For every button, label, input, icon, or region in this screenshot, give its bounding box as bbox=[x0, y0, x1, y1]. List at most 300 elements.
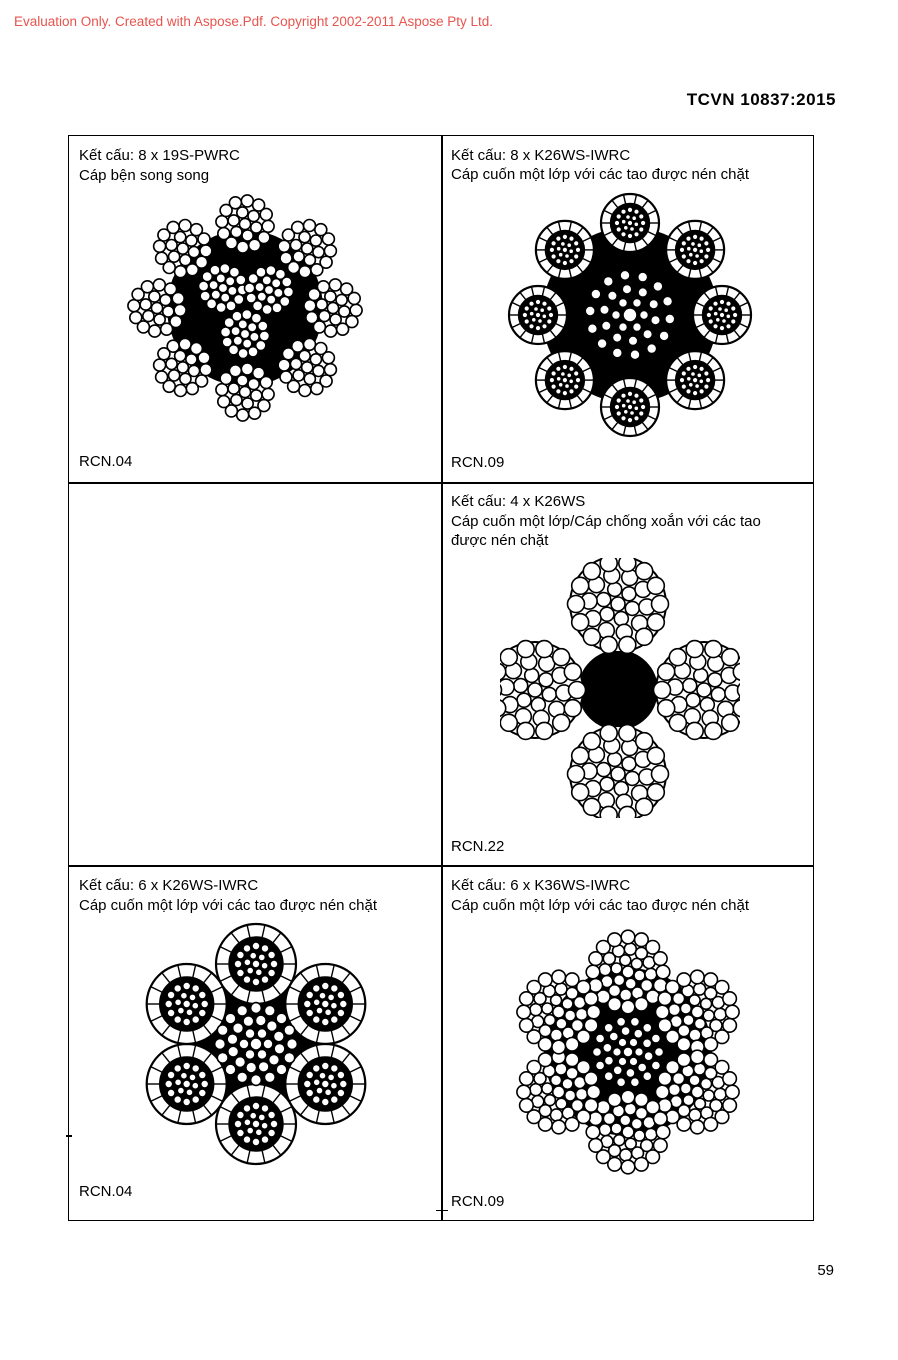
wire-mark bbox=[699, 249, 704, 254]
wire-mark bbox=[264, 1005, 275, 1016]
wire-mark bbox=[192, 1064, 200, 1072]
wire-mark bbox=[183, 1062, 191, 1070]
wire-mark bbox=[614, 404, 620, 410]
wire-mark bbox=[621, 1000, 635, 1014]
wire-mark bbox=[575, 247, 581, 253]
cell-3-description-line2: được nén chặt bbox=[451, 532, 549, 549]
wire-mark bbox=[608, 1093, 622, 1107]
wire-mark bbox=[154, 359, 166, 371]
wire-mark bbox=[198, 1071, 206, 1079]
wire-mark bbox=[328, 994, 335, 1001]
wire-mark bbox=[634, 1130, 645, 1141]
wire-mark bbox=[270, 1120, 278, 1128]
wire-mark bbox=[542, 301, 548, 307]
wire-mark bbox=[629, 410, 634, 415]
wire-mark bbox=[319, 992, 326, 999]
wire-mark bbox=[293, 370, 304, 381]
wire-mark bbox=[262, 220, 274, 232]
wire-mark bbox=[565, 1038, 579, 1052]
wire-mark bbox=[287, 1039, 298, 1050]
wire-mark bbox=[636, 563, 653, 580]
wire-mark bbox=[573, 241, 579, 247]
wire-mark bbox=[699, 379, 704, 384]
wire-mark bbox=[600, 607, 614, 621]
wire-mark bbox=[260, 208, 272, 220]
wire-mark bbox=[647, 577, 664, 594]
wire-mark bbox=[619, 298, 628, 307]
wire-mark bbox=[169, 370, 180, 381]
wire-mark bbox=[198, 1089, 206, 1097]
wire-mark bbox=[500, 714, 517, 731]
wire-mark bbox=[241, 195, 253, 207]
wire-mark bbox=[573, 384, 579, 390]
wire-mark bbox=[692, 390, 698, 396]
wire-mark bbox=[233, 1023, 244, 1034]
wire-mark bbox=[686, 366, 692, 372]
wire-mark bbox=[635, 1158, 649, 1172]
wire-mark bbox=[266, 266, 276, 276]
wire-mark bbox=[229, 365, 241, 377]
wire-mark bbox=[634, 393, 640, 399]
wire-mark bbox=[299, 385, 311, 397]
wire-mark bbox=[644, 1052, 653, 1061]
wire-mark bbox=[692, 364, 698, 370]
wire-mark bbox=[225, 1064, 236, 1075]
wire-mark bbox=[350, 304, 362, 316]
wire-mark bbox=[613, 1066, 622, 1075]
wire-mark bbox=[656, 1125, 670, 1139]
wire-mark bbox=[234, 960, 242, 968]
wire-mark bbox=[562, 260, 568, 266]
wire-mark bbox=[603, 276, 613, 286]
wire-mark bbox=[306, 1009, 314, 1017]
wire-mark bbox=[621, 403, 626, 408]
wire-mark bbox=[201, 1000, 209, 1008]
wire-mark bbox=[565, 1118, 579, 1132]
wire-mark bbox=[587, 324, 597, 334]
wire-mark bbox=[551, 254, 557, 260]
wire-mark bbox=[616, 227, 622, 233]
wire-mark bbox=[704, 384, 710, 390]
wire-mark bbox=[175, 999, 182, 1006]
wire-mark bbox=[149, 325, 161, 337]
wire-mark bbox=[218, 396, 230, 408]
wire-mark bbox=[321, 1018, 329, 1026]
wire-mark bbox=[632, 216, 637, 221]
wire-mark bbox=[540, 308, 545, 313]
wire-mark bbox=[258, 1061, 269, 1072]
wire-mark bbox=[596, 1034, 605, 1043]
wire-mark bbox=[658, 1099, 672, 1113]
wire-mark bbox=[316, 1007, 323, 1014]
wire-mark bbox=[514, 679, 528, 693]
wire-mark bbox=[627, 207, 633, 213]
wire-mark bbox=[714, 1088, 726, 1100]
wire-mark bbox=[621, 1090, 635, 1104]
wire-mark bbox=[627, 391, 633, 397]
wire-mark bbox=[312, 1064, 320, 1072]
wire-mark bbox=[316, 1087, 323, 1094]
wire-mark bbox=[324, 364, 336, 376]
wire-mark bbox=[569, 379, 574, 384]
wire-mark bbox=[630, 1017, 639, 1026]
wire-mark bbox=[629, 1057, 638, 1066]
wire-mark bbox=[243, 1104, 251, 1112]
wire-mark bbox=[589, 1139, 603, 1153]
wire-mark bbox=[174, 304, 186, 316]
wire-mark bbox=[186, 1089, 193, 1096]
wire-mark bbox=[597, 339, 607, 349]
wire-mark bbox=[177, 1087, 184, 1094]
wire-mark bbox=[640, 311, 649, 320]
wire-mark bbox=[252, 942, 260, 950]
wire-mark bbox=[565, 1010, 576, 1021]
wire-mark bbox=[608, 291, 618, 301]
wire-mark bbox=[572, 614, 589, 631]
wire-mark bbox=[620, 270, 630, 280]
wire-mark bbox=[330, 1064, 338, 1072]
wire-mark bbox=[141, 281, 153, 293]
wire-mark bbox=[220, 264, 230, 274]
wire-mark bbox=[623, 1047, 633, 1057]
wire-mark bbox=[713, 301, 719, 307]
wire-mark bbox=[192, 1016, 200, 1024]
wire-mark bbox=[175, 385, 187, 397]
wire-mark bbox=[247, 1127, 254, 1134]
wire-mark bbox=[686, 236, 692, 242]
wire-mark bbox=[174, 1016, 182, 1024]
core-mark bbox=[578, 650, 658, 730]
wire-mark bbox=[669, 714, 686, 731]
wire-mark bbox=[681, 241, 687, 247]
wire-mark bbox=[723, 1072, 737, 1086]
wire-mark bbox=[553, 649, 570, 666]
wire-mark bbox=[565, 1090, 576, 1101]
wire-mark bbox=[225, 1013, 236, 1024]
wire-mark bbox=[690, 371, 695, 376]
wire-mark bbox=[659, 331, 669, 341]
wire-mark bbox=[620, 1149, 632, 1161]
wire-mark bbox=[694, 983, 706, 995]
wire-mark bbox=[330, 1082, 337, 1089]
wire-mark bbox=[600, 806, 617, 818]
wire-mark bbox=[542, 1083, 553, 1094]
wire-mark bbox=[179, 338, 191, 350]
wire-mark bbox=[261, 976, 269, 984]
rope-diagram-5 bbox=[505, 922, 751, 1182]
wire-mark bbox=[336, 294, 347, 305]
cell-3-code: RCN.22 bbox=[451, 838, 505, 855]
wire-mark bbox=[691, 970, 705, 984]
wire-mark bbox=[586, 965, 600, 979]
wire-mark bbox=[576, 1008, 588, 1020]
wire-mark bbox=[583, 563, 600, 580]
wire-mark bbox=[161, 323, 173, 335]
wire-mark bbox=[268, 1129, 276, 1137]
wire-mark bbox=[612, 311, 621, 320]
wire-mark bbox=[329, 279, 341, 291]
wire-mark bbox=[691, 1050, 705, 1064]
wire-mark bbox=[706, 312, 712, 318]
wire-mark bbox=[711, 687, 725, 701]
wire-mark bbox=[252, 1138, 260, 1146]
wire-mark bbox=[636, 733, 653, 750]
wire-mark bbox=[306, 1071, 314, 1079]
wire-mark bbox=[658, 700, 675, 717]
wire-mark bbox=[625, 398, 630, 403]
wire-mark bbox=[172, 292, 184, 304]
wire-mark bbox=[268, 969, 276, 977]
wire-mark bbox=[704, 1038, 718, 1052]
wire-mark bbox=[721, 318, 726, 323]
wire-mark bbox=[237, 1072, 248, 1083]
wire-mark bbox=[128, 300, 140, 312]
wire-mark bbox=[312, 1096, 320, 1104]
wire-mark bbox=[617, 1078, 626, 1087]
wire-mark bbox=[697, 243, 702, 248]
wire-mark bbox=[167, 1089, 175, 1097]
wire-mark bbox=[186, 354, 197, 365]
wire-mark bbox=[621, 209, 627, 215]
wire-mark bbox=[602, 321, 612, 331]
wire-mark bbox=[325, 1089, 332, 1096]
wire-mark bbox=[284, 1052, 295, 1063]
wire-mark bbox=[321, 1062, 329, 1070]
wire-mark bbox=[591, 289, 601, 299]
wire-mark bbox=[638, 272, 648, 282]
cell-5-structure: Kết cấu: 6 x K36WS-IWRC bbox=[451, 877, 631, 894]
wire-mark bbox=[216, 216, 228, 228]
wire-mark bbox=[691, 1120, 705, 1134]
wire-mark bbox=[562, 234, 568, 240]
wire-mark bbox=[167, 340, 179, 352]
wire-mark bbox=[630, 1078, 639, 1087]
wire-mark bbox=[321, 1080, 329, 1088]
wire-mark bbox=[723, 992, 737, 1006]
wire-mark bbox=[572, 747, 589, 764]
wire-mark bbox=[258, 1114, 265, 1121]
wire-mark bbox=[653, 281, 663, 291]
wire-mark bbox=[704, 1118, 718, 1132]
wire-mark bbox=[617, 1017, 626, 1026]
cell-4-code: RCN.04 bbox=[79, 1183, 133, 1200]
wire-mark bbox=[325, 1009, 332, 1016]
wire-mark bbox=[624, 1103, 636, 1115]
wire-mark bbox=[321, 982, 329, 990]
wire-mark bbox=[668, 1084, 680, 1096]
wire-mark bbox=[549, 377, 555, 383]
wire-mark bbox=[167, 991, 175, 999]
wire-mark bbox=[517, 1005, 531, 1019]
wire-mark bbox=[183, 1080, 191, 1088]
wire-mark bbox=[633, 323, 642, 332]
wire-mark bbox=[252, 960, 260, 968]
wire-mark bbox=[313, 999, 320, 1006]
wire-mark bbox=[656, 1085, 670, 1099]
wire-mark bbox=[643, 1039, 652, 1048]
wire-mark bbox=[569, 249, 574, 254]
wire-mark bbox=[627, 220, 633, 226]
wire-mark bbox=[312, 984, 320, 992]
wire-mark bbox=[555, 1063, 567, 1075]
wire-mark bbox=[192, 1002, 199, 1009]
wire-mark bbox=[238, 348, 248, 358]
wire-mark bbox=[262, 304, 272, 314]
wire-mark bbox=[180, 1072, 187, 1079]
table-divider-vertical bbox=[441, 135, 443, 1221]
wire-mark bbox=[525, 668, 539, 682]
wire-mark bbox=[638, 398, 644, 404]
wire-mark bbox=[272, 303, 282, 313]
wire-mark bbox=[629, 1038, 638, 1047]
wire-mark bbox=[278, 240, 290, 252]
wire-mark bbox=[245, 1029, 255, 1039]
wire-mark bbox=[520, 1019, 534, 1033]
wire-mark bbox=[619, 636, 636, 653]
cell-5-description: Cáp cuốn một lớp với các tao được nén chặt bbox=[451, 897, 750, 914]
wire-mark bbox=[517, 693, 531, 707]
wire-mark bbox=[267, 1021, 278, 1032]
wire-mark bbox=[686, 693, 700, 707]
wire-mark bbox=[337, 1089, 345, 1097]
wire-mark bbox=[192, 1082, 199, 1089]
wire-mark bbox=[269, 1055, 280, 1066]
wire-mark bbox=[535, 312, 541, 318]
wire-mark bbox=[183, 1098, 191, 1106]
wire-mark bbox=[517, 1085, 531, 1099]
wire-mark bbox=[643, 329, 653, 339]
wire-mark bbox=[180, 992, 187, 999]
wire-mark bbox=[550, 1029, 562, 1041]
wire-mark bbox=[186, 264, 198, 276]
wire-mark bbox=[556, 366, 562, 372]
wire-mark bbox=[592, 1047, 601, 1056]
wire-mark bbox=[550, 1109, 562, 1121]
wire-mark bbox=[500, 649, 517, 666]
wire-mark bbox=[522, 312, 528, 318]
wire-mark bbox=[529, 301, 535, 307]
wire-mark bbox=[174, 1064, 182, 1072]
wire-mark bbox=[546, 319, 552, 325]
wire-mark bbox=[282, 277, 292, 287]
wire-mark bbox=[562, 390, 568, 396]
wire-mark bbox=[292, 221, 304, 233]
wire-mark bbox=[638, 288, 648, 298]
wire-mark bbox=[634, 415, 640, 421]
wire-mark bbox=[216, 384, 228, 396]
wire-mark bbox=[730, 306, 736, 312]
wire-mark bbox=[623, 225, 628, 230]
wire-mark bbox=[628, 336, 638, 346]
wire-mark bbox=[654, 952, 668, 966]
wire-mark bbox=[627, 404, 633, 410]
wire-mark bbox=[584, 992, 598, 1006]
wire-mark bbox=[597, 593, 611, 607]
wire-mark bbox=[686, 376, 691, 381]
wire-mark bbox=[558, 252, 563, 257]
wire-mark bbox=[252, 978, 260, 986]
wire-mark bbox=[293, 251, 304, 262]
wire-mark bbox=[623, 409, 628, 414]
wire-mark bbox=[647, 784, 664, 801]
wire-mark bbox=[247, 967, 254, 974]
wire-mark bbox=[635, 1048, 644, 1057]
wire-mark bbox=[658, 663, 675, 680]
wire-mark bbox=[280, 371, 292, 383]
wire-mark bbox=[600, 305, 610, 315]
wire-mark bbox=[694, 668, 708, 682]
wire-mark bbox=[564, 700, 581, 717]
wire-mark bbox=[562, 377, 568, 383]
wire-mark bbox=[681, 371, 687, 377]
wire-mark bbox=[232, 311, 242, 321]
wire-mark bbox=[730, 319, 736, 325]
wire-mark bbox=[256, 267, 266, 277]
wire-mark bbox=[556, 376, 561, 381]
wire-mark bbox=[634, 222, 639, 227]
wire-mark bbox=[649, 299, 659, 309]
wire-mark bbox=[638, 227, 644, 233]
wire-mark bbox=[236, 275, 246, 285]
wire-mark bbox=[680, 1003, 691, 1014]
wire-mark bbox=[599, 1124, 611, 1136]
wire-mark bbox=[321, 1098, 329, 1106]
wire-mark bbox=[620, 989, 632, 1001]
wire-mark bbox=[556, 236, 562, 242]
wire-mark bbox=[531, 698, 545, 712]
wire-mark bbox=[611, 597, 625, 611]
wire-mark bbox=[704, 241, 710, 247]
cell-4-structure: Kết cấu: 6 x K26WS-IWRC bbox=[79, 877, 259, 894]
wire-mark bbox=[303, 1000, 311, 1008]
wire-mark bbox=[600, 558, 617, 572]
wire-mark bbox=[652, 766, 669, 783]
wire-mark bbox=[542, 1003, 553, 1014]
wire-mark bbox=[539, 973, 553, 987]
wire-mark bbox=[529, 323, 535, 329]
wire-mark bbox=[268, 1111, 276, 1119]
wire-mark bbox=[621, 1160, 635, 1174]
wire-mark bbox=[200, 291, 210, 301]
wire-mark bbox=[564, 253, 569, 258]
wire-mark bbox=[703, 1010, 714, 1021]
wire-mark bbox=[604, 1072, 613, 1081]
wire-mark bbox=[722, 714, 739, 731]
wire-mark bbox=[324, 245, 336, 257]
wire-mark bbox=[261, 1104, 269, 1112]
wire-mark bbox=[622, 587, 636, 601]
wire-mark bbox=[583, 798, 600, 815]
wire-mark bbox=[663, 296, 673, 306]
page-number: 59 bbox=[817, 1262, 834, 1279]
wire-mark bbox=[576, 1088, 588, 1100]
wire-mark bbox=[237, 409, 249, 421]
wire-mark bbox=[179, 220, 191, 232]
wire-mark bbox=[528, 683, 542, 697]
wire-mark bbox=[280, 252, 292, 264]
table-divider-row-2 bbox=[68, 865, 814, 867]
wire-mark bbox=[337, 1009, 345, 1017]
wire-mark bbox=[722, 649, 739, 666]
wire-mark bbox=[686, 389, 692, 395]
cell-2-description: Cáp cuốn một lớp với các tao được nén chặt bbox=[451, 166, 750, 183]
wire-mark bbox=[156, 252, 168, 264]
wire-mark bbox=[535, 325, 541, 331]
wire-mark bbox=[560, 371, 565, 376]
wire-mark bbox=[651, 1034, 660, 1043]
wire-mark bbox=[549, 247, 555, 253]
wire-mark bbox=[306, 1089, 314, 1097]
